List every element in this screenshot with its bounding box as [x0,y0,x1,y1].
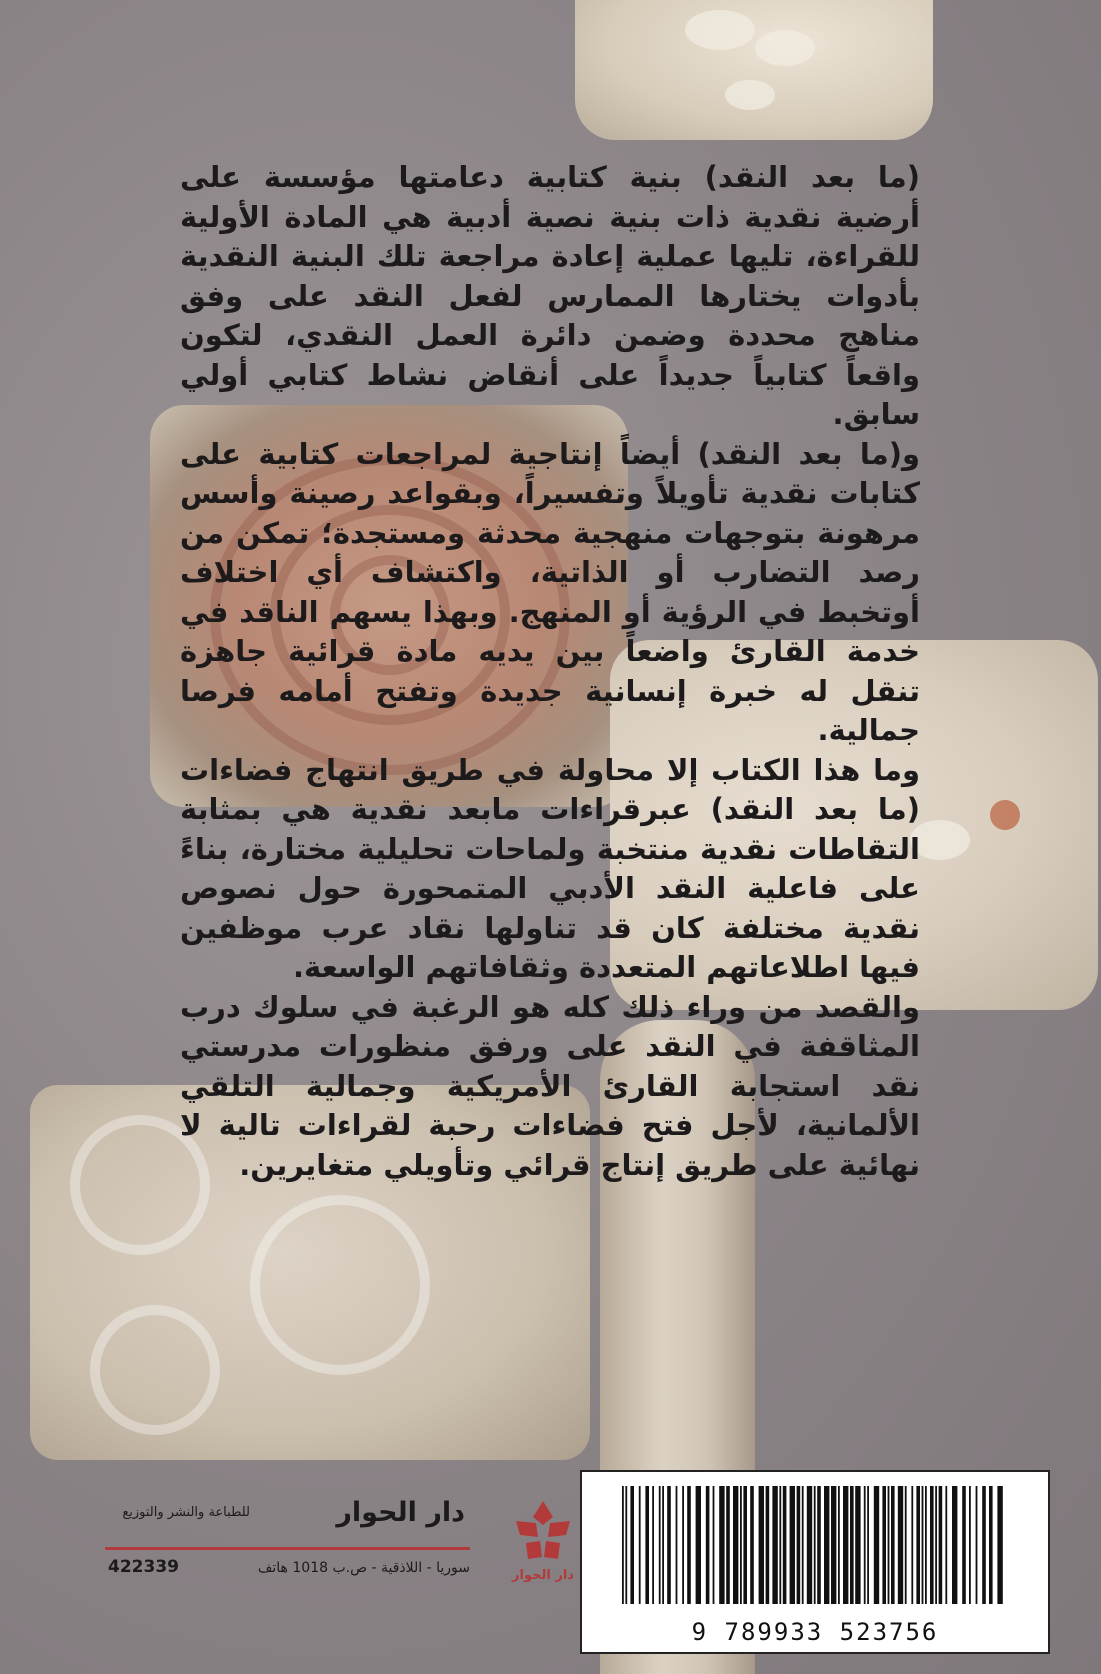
barcode-bar [719,1486,724,1604]
barcode-bar [817,1486,821,1604]
back-cover-blurb [180,158,920,1388]
barcode-bar [682,1486,684,1604]
blurb-paragraph: (ما بعد النقد) بنية كتابية دعامتها مؤسسة على أرضية نقدية ذات بنية نصية أدبية هي المادة الأولية للقراءة، تليها عملية إعادة مراجعة تلك البنية النقدية بأدوات يختارها الممارس لفعل النقد على وفق مناهج محددة وضمن دائرة العمل النقدي، لتكون واقعاً كتابياً جديداً على أنقاض نشاط كتابي أولي سابق. [180,160,920,431]
barcode-bar [807,1486,812,1604]
bead-shape [990,800,1020,830]
barcode-bar [939,1486,943,1604]
barcode-bar [989,1486,993,1604]
barcode-bar [982,1486,986,1604]
barcode-bar [855,1486,860,1604]
barcode-bar [625,1486,627,1604]
barcode-bar [867,1486,869,1604]
barcode-bar [898,1486,903,1604]
publisher-phone: 422339 [108,1557,179,1577]
barcode-bar [969,1486,971,1604]
barcode-bar [706,1486,710,1604]
barcode-bar [843,1486,848,1604]
barcode-bar [696,1486,701,1604]
publisher-name: دار الحوار [336,1497,465,1528]
barcode-bar [652,1486,654,1604]
publisher-address: سوريا - اللاذقية - ص.ب 1018 هاتف [257,1560,470,1576]
barcode-bar [802,1486,804,1604]
barcode-bar [911,1486,913,1604]
isbn-number: 9 789933 523756 [691,1618,939,1646]
barcode-bar [779,1486,781,1604]
barcode-bar [976,1486,978,1604]
barcode-bar [630,1486,634,1604]
barcode-bar [997,1486,1002,1604]
barcode-bar [790,1486,795,1604]
barcode-bar [687,1486,691,1604]
ceramic-tile-top [575,0,933,140]
barcode-bar [676,1486,678,1604]
barcode-bars [622,1486,1008,1604]
barcode-bar [888,1486,890,1604]
barcode-bar [925,1486,927,1604]
petal-shape [685,10,755,50]
barcode-bar [891,1486,895,1604]
barcode-bar [750,1486,754,1604]
barcode-bar [930,1486,934,1604]
barcode-bar [766,1486,770,1604]
barcode-bar [952,1486,957,1604]
barcode-bar [864,1486,866,1604]
barcode-bar [759,1486,764,1604]
barcode-bar [667,1486,671,1604]
publisher-block [100,1475,574,1605]
barcode-bar [838,1486,840,1604]
blurb-paragraph: والقصد من وراء ذلك كله هو الرغبة في سلوك درب المثاقفة في النقد على ورفق منظورات مدرستي نقد استجابة القارئ الأمريكية وجمالية التلقي الألمانية، لأجل فتح فضاءات رحبة لقراءات تالية لا نهائية على طريق إنتاج قرائي وتأويلي متغايرين. [180,989,920,1182]
barcode-bar [935,1486,937,1604]
petal-shape [755,30,815,66]
barcode-bar [945,1486,947,1604]
barcode-bar [726,1486,730,1604]
barcode-bar [824,1486,829,1604]
barcode-bar [645,1486,649,1604]
barcode-bar [639,1486,641,1604]
barcode-bar [916,1486,920,1604]
barcode-bar [743,1486,747,1604]
barcode-bar [850,1486,854,1604]
barcode-bar [874,1486,879,1604]
publisher-logo-icon [508,1495,578,1585]
barcode-bar [814,1486,816,1604]
barcode-bar [622,1486,624,1604]
barcode-bar [831,1486,836,1604]
publisher-tagline: للطباعة والنشر والتوزيع [122,1505,250,1520]
barcode-bar [962,1486,966,1604]
divider-rule [105,1547,470,1550]
petal-shape [725,80,775,110]
barcode-bar [713,1486,715,1604]
barcode-bar [905,1486,907,1604]
blurb-paragraph: وما هذا الكتاب إلا محاولة في طريق انتهاج فضاءات (ما بعد النقد) عبرقراءات مابعد نقدية هي بمثابة التقاطات نقدية منتخبة ولماحات تحليلية مختارة، بناءً على فاعلية النقد الأدبي المتمحورة حول نصوص نقدية مختلفة كان قد تناولها نقاد عرب موظفين فيها اطلاعاتهم المتعددة وثقافاتهم الواسعة. [180,752,920,984]
blurb-paragraph: و(ما بعد النقد) أيضاً إنتاجية لمراجعات كتابية على كتابات نقدية تأويلاً وتفسيراً، وبقواعد رصينة وأسس مرهونة بتوجهات منهجية محدثة ومستجدة؛ تمكن من رصد التضارب أو الذاتية، واكتشاف أي اختلاف أوتخبط في الرؤية أو المنهج. وبهذا يسهم الناقد في خدمة القارئ واضعاً بين يديه مادة قرائية جاهزة تنقل له خبرة إنسانية جديدة وتفتح أمامه فرصا جمالية. [180,436,920,747]
barcode-bar [740,1486,742,1604]
barcode-bar [772,1486,777,1604]
barcode-bar [882,1486,886,1604]
barcode-bar [797,1486,801,1604]
barcode-bar [783,1486,787,1604]
barcode-bar [659,1486,661,1604]
barcode-bar [733,1486,738,1604]
barcode-bar [922,1486,924,1604]
barcode-bar [662,1486,664,1604]
isbn-barcode [580,1470,1050,1654]
publisher-logo-text: دار الحوار [512,1568,574,1583]
